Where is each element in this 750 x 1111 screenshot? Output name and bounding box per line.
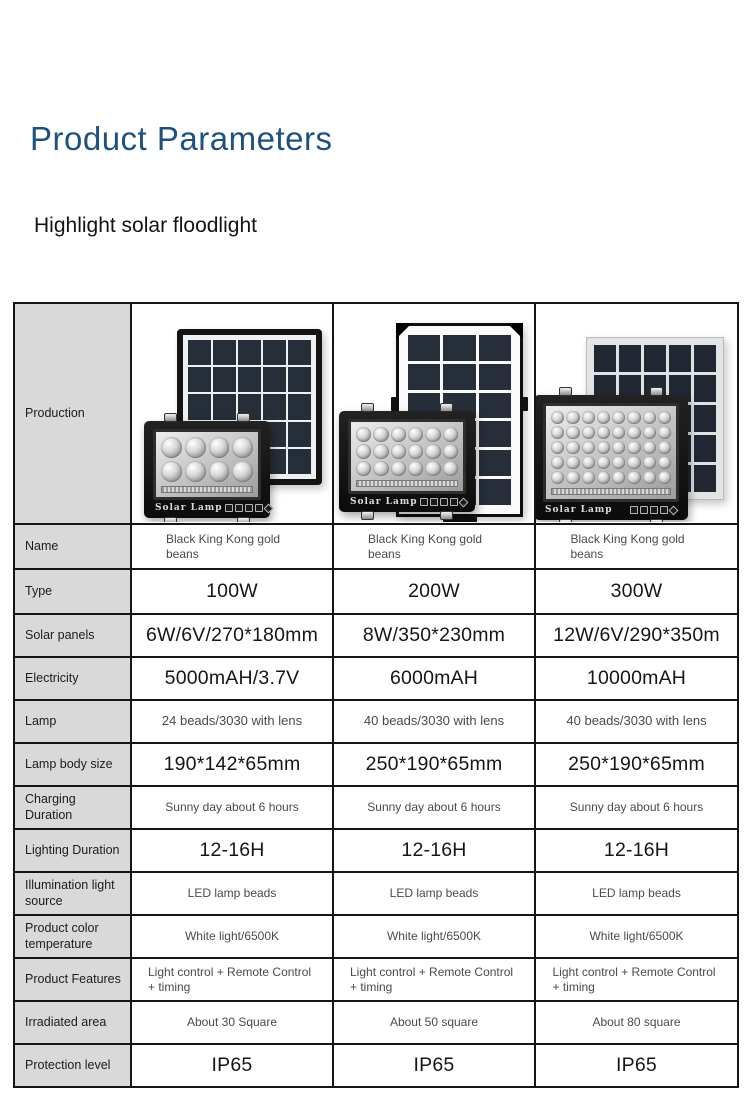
page-subtitle: Highlight solar floodlight [34, 214, 257, 237]
protection-level-col2: IP65 [333, 1044, 535, 1087]
lamp-col1: 24 beads/3030 with lens [131, 700, 333, 743]
row-type [14, 569, 738, 614]
lamp-vent [551, 488, 671, 495]
floodlight-image-100w [144, 421, 270, 518]
type-col2: 200W [333, 569, 535, 614]
row-protection-level [14, 1044, 738, 1087]
production-cell-300w [535, 303, 738, 524]
row-label-lighting-duration: Lighting Duration [14, 829, 131, 872]
lamp-brand-text: Solar Lamp [350, 497, 418, 507]
illumination-col1: LED lamp beads [131, 872, 333, 915]
solar-panels-col2: 8W/350*230mm [333, 614, 535, 657]
row-label-charging-duration: Charging Duration [14, 786, 131, 829]
charging-duration-col2: Sunny day about 6 hours [333, 786, 535, 829]
features-col1: Light control + Remote Control + timing [131, 958, 333, 1001]
certification-icons [223, 504, 272, 512]
row-label-protection-level: Protection level [14, 1044, 131, 1087]
row-label-lamp-body-size: Lamp body size [14, 743, 131, 786]
row-lamp-body-size [14, 743, 738, 786]
lamp-brand-text: Solar Lamp [545, 505, 613, 515]
row-solar-panels [14, 614, 738, 657]
illumination-col2: LED lamp beads [333, 872, 535, 915]
lamp-col3: 40 beads/3030 with lens [535, 700, 738, 743]
name-col1: Black King Kong gold beans [131, 524, 333, 569]
production-cell-100w [131, 303, 333, 524]
row-label-irradiated-area: Irradiated area [14, 1001, 131, 1044]
row-illumination-light-source [14, 872, 738, 915]
row-product-color-temperature [14, 915, 738, 958]
irradiated-area-col3: About 80 square [535, 1001, 738, 1044]
row-label-product-features: Product Features [14, 958, 131, 1001]
row-production [14, 303, 738, 524]
row-product-features [14, 958, 738, 1001]
lamp-body-size-col1: 190*142*65mm [131, 743, 333, 786]
row-label-lamp: Lamp [14, 700, 131, 743]
led-array [161, 437, 253, 482]
row-label-solar-panels: Solar panels [14, 614, 131, 657]
led-array [551, 411, 671, 484]
solar-panels-col3: 12W/6V/290*350m [535, 614, 738, 657]
row-irradiated-area [14, 1001, 738, 1044]
row-label-production: Production [14, 303, 131, 524]
type-col1: 100W [131, 569, 333, 614]
row-name [14, 524, 738, 569]
product-parameters-section [13, 302, 737, 1088]
charging-duration-col3: Sunny day about 6 hours [535, 786, 738, 829]
page-title: Product Parameters [30, 120, 333, 157]
features-col2: Light control + Remote Control + timing [333, 958, 535, 1001]
charging-duration-col1: Sunny day about 6 hours [131, 786, 333, 829]
production-cell-200w [333, 303, 535, 524]
electricity-col1: 5000mAH/3.7V [131, 657, 333, 700]
electricity-col2: 6000mAH [333, 657, 535, 700]
illumination-col3: LED lamp beads [535, 872, 738, 915]
row-label-illumination-light-source: Illumination light source [14, 872, 131, 915]
irradiated-area-col1: About 30 Square [131, 1001, 333, 1044]
led-array [356, 427, 458, 476]
row-electricity [14, 657, 738, 700]
solar-panels-col1: 6W/6V/270*180mm [131, 614, 333, 657]
protection-level-col1: IP65 [131, 1044, 333, 1087]
certification-icons [418, 498, 467, 506]
lamp-body-size-col3: 250*190*65mm [535, 743, 738, 786]
certification-icons [628, 506, 677, 514]
lighting-duration-col3: 12-16H [535, 829, 738, 872]
name-col3: Black King Kong gold beans [535, 524, 738, 569]
irradiated-area-col2: About 50 square [333, 1001, 535, 1044]
floodlight-image-300w [536, 395, 688, 520]
row-label-type: Type [14, 569, 131, 614]
name-col2: Black King Kong gold beans [333, 524, 535, 569]
lamp-body-size-col2: 250*190*65mm [333, 743, 535, 786]
electricity-col3: 10000mAH [535, 657, 738, 700]
color-temp-col1: White light/6500K [131, 915, 333, 958]
lamp-vent [161, 486, 253, 493]
features-col3: Light control + Remote Control + timing [535, 958, 738, 1001]
row-label-electricity: Electricity [14, 657, 131, 700]
row-lamp [14, 700, 738, 743]
product-parameters-table [13, 302, 739, 1088]
lamp-vent [356, 480, 458, 487]
row-label-product-color-temperature: Product color temperature [14, 915, 131, 958]
row-charging-duration [14, 786, 738, 829]
color-temp-col3: White light/6500K [535, 915, 738, 958]
color-temp-col2: White light/6500K [333, 915, 535, 958]
row-lighting-duration [14, 829, 738, 872]
floodlight-image-200w [339, 411, 475, 512]
lamp-col2: 40 beads/3030 with lens [333, 700, 535, 743]
row-label-name: Name [14, 524, 131, 569]
type-col3: 300W [535, 569, 738, 614]
lamp-brand-text: Solar Lamp [155, 503, 223, 513]
protection-level-col3: IP65 [535, 1044, 738, 1087]
lighting-duration-col2: 12-16H [333, 829, 535, 872]
lighting-duration-col1: 12-16H [131, 829, 333, 872]
